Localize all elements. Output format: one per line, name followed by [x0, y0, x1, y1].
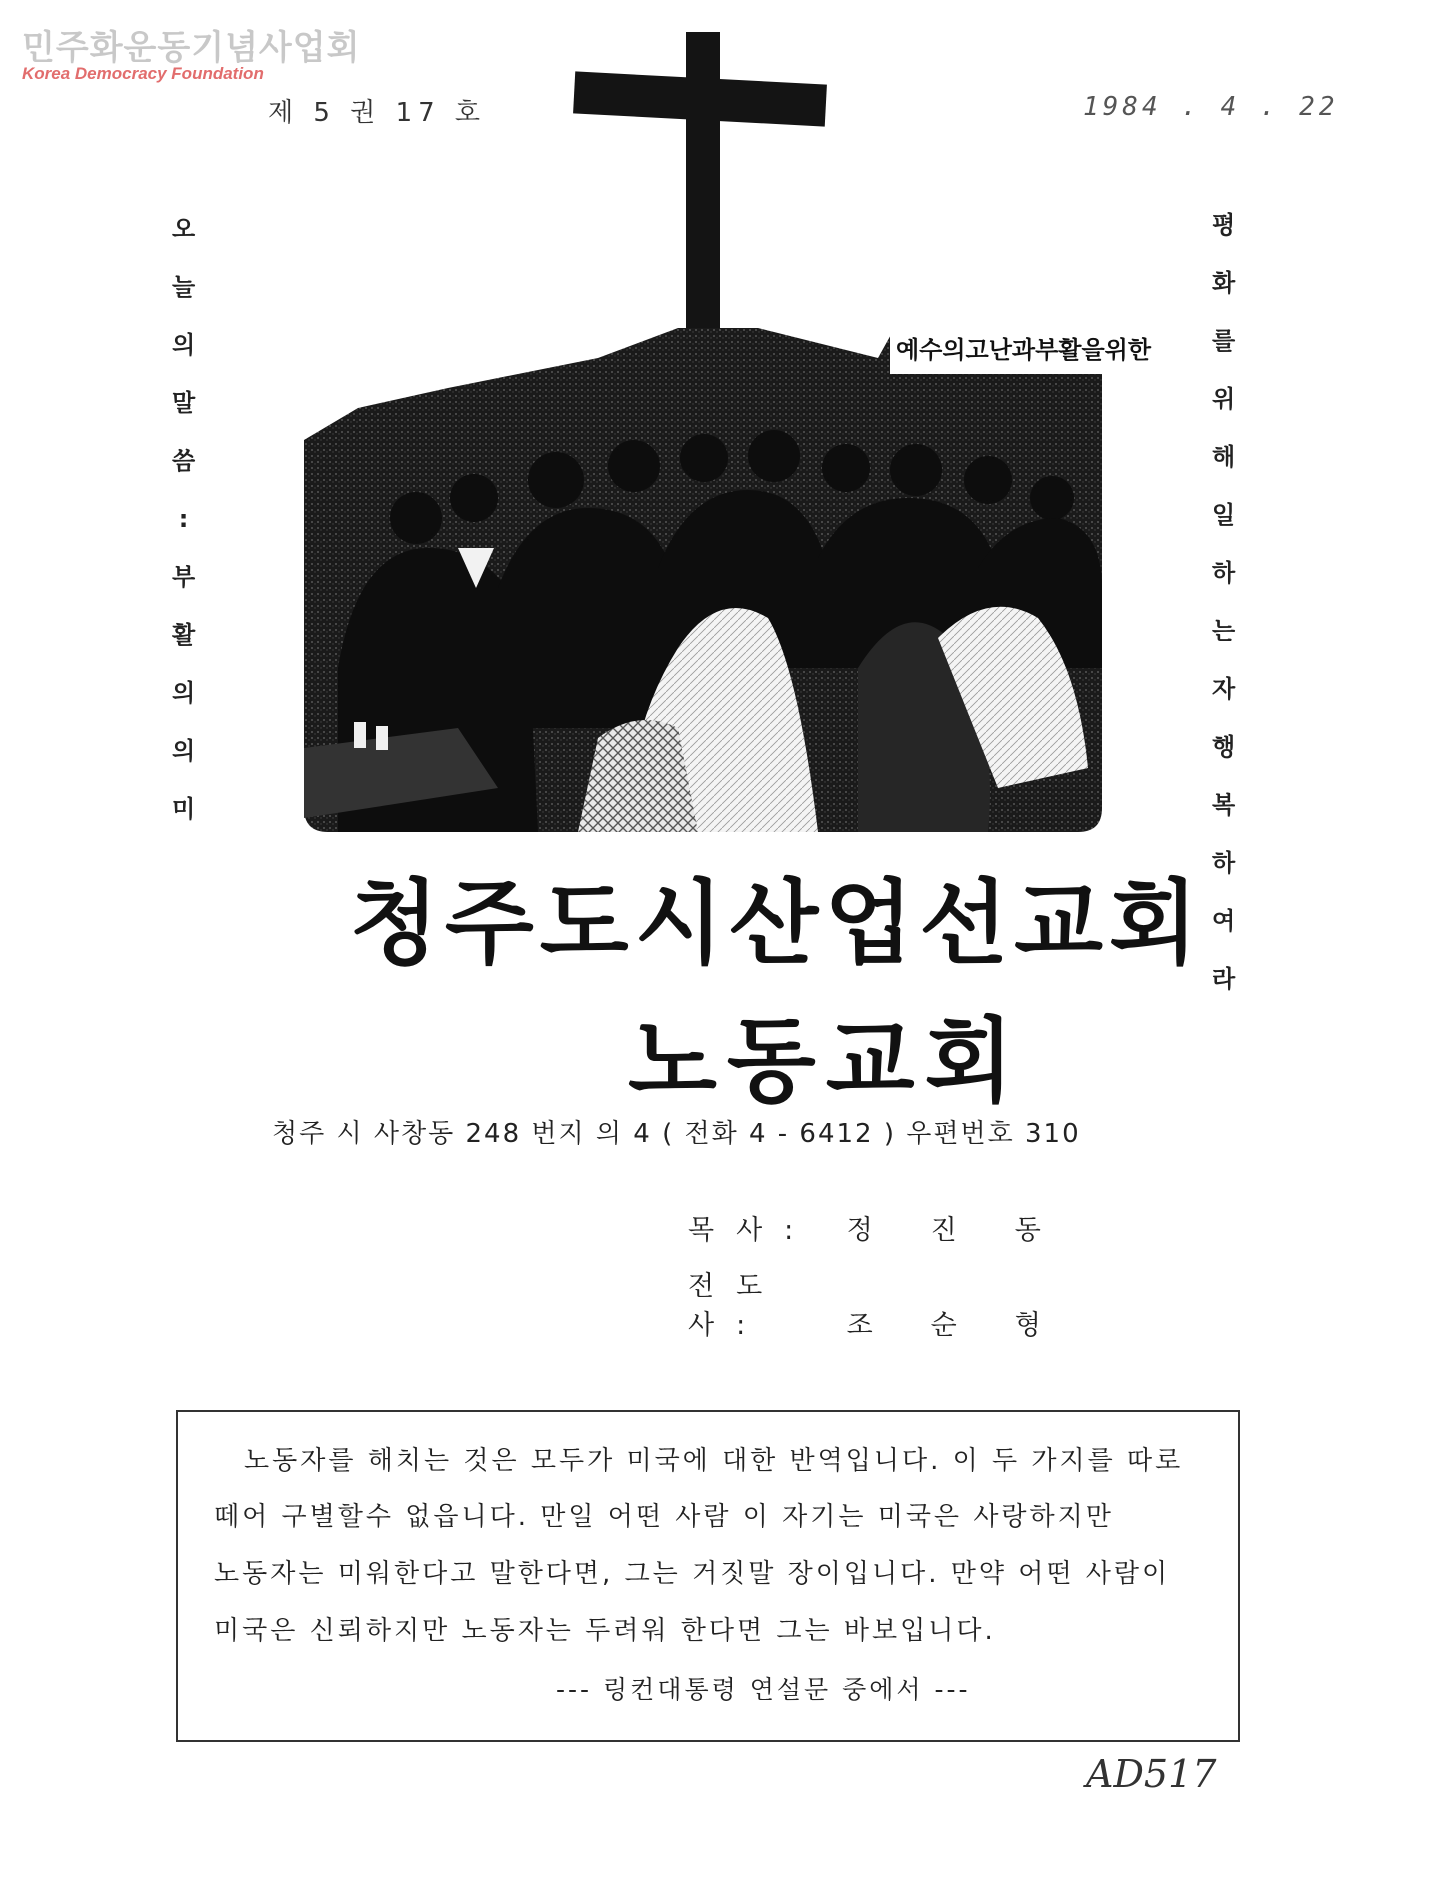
vertical-char: 해	[1212, 443, 1236, 471]
church-address: 청주 시 사창동 248 번지 의 4 ( 전화 4 - 6412 ) 우편번호 310	[272, 1119, 1081, 1149]
vertical-char: 활	[172, 621, 196, 649]
quote-line: 노동자는 미워한다고 말한다면, 그는 거짓말 장이입니다. 만약 어떤 사람이	[214, 1559, 1171, 1589]
vertical-char: 오	[172, 215, 196, 243]
staff-row-pastor	[688, 1208, 1099, 1247]
todays-word-vertical	[172, 200, 195, 838]
staff-label: 목사:	[688, 1215, 816, 1246]
vertical-char: 부	[172, 563, 196, 591]
vertical-char: 하	[1212, 849, 1236, 877]
issue-date: 1984 . 4 . 22	[1083, 92, 1339, 122]
quote-line: 미국은 신뢰하지만 노동자는 두려워 한다면 그는 바보입니다.	[214, 1616, 996, 1646]
vertical-char: 위	[1212, 385, 1236, 413]
issue-number: 제 5 권 17 호	[268, 98, 487, 128]
vertical-char: 화	[1212, 269, 1236, 297]
vertical-char: 행	[1212, 733, 1236, 761]
vertical-char: 복	[1212, 791, 1236, 819]
vertical-char: :	[178, 505, 189, 533]
photo-banner-text: 예수의고난과부활을위한	[896, 336, 1152, 364]
vertical-char: 미	[172, 795, 196, 823]
cup-icon	[376, 726, 388, 750]
vertical-char: 의	[172, 331, 196, 359]
watermark-org-english: Korea Democracy Foundation	[22, 64, 264, 83]
watermark-org-korean: 민주화운동기념사업회	[22, 28, 361, 68]
church-title-line2: 노동교회	[628, 1007, 1024, 1115]
easter-service-photo	[298, 28, 1152, 838]
cup-icon	[354, 722, 366, 748]
vertical-char: 자	[1212, 675, 1236, 703]
vertical-char: 여	[1212, 907, 1236, 935]
vertical-char: 의	[172, 679, 196, 707]
motto-vertical	[1212, 196, 1235, 1008]
vertical-char: 의	[172, 737, 196, 765]
vertical-char: 씀	[172, 447, 196, 475]
quote-line: 떼어 구별할수 없읍니다. 만일 어떤 사람 이 자기는 미국은 사랑하지만	[214, 1502, 1114, 1532]
vertical-char: 말	[172, 389, 196, 417]
vertical-char: 평	[1212, 211, 1236, 239]
church-title-line1: 청주도시산업선교회	[350, 869, 1204, 977]
staff-label: 전도사:	[688, 1271, 785, 1341]
staff-row-evangelist	[688, 1264, 1099, 1342]
cross-horizontal-beam	[573, 71, 827, 126]
vertical-char: 를	[1212, 327, 1236, 355]
handwritten-archive-mark: AD517	[1086, 1752, 1217, 1796]
vertical-char: 늘	[172, 273, 196, 301]
staff-name: 조순형	[846, 1310, 1099, 1341]
vertical-char: 라	[1212, 965, 1236, 993]
quote-attribution: --- 링컨대통령 연설문 중에서 ---	[556, 1675, 971, 1704]
vertical-char: 하	[1212, 559, 1236, 587]
vertical-char: 일	[1212, 501, 1236, 529]
staff-name: 정진동	[846, 1215, 1099, 1246]
vertical-char: 는	[1212, 617, 1236, 645]
quote-line: 노동자를 해치는 것은 모두가 미국에 대한 반역입니다. 이 두 가지를 따로	[244, 1446, 1184, 1476]
